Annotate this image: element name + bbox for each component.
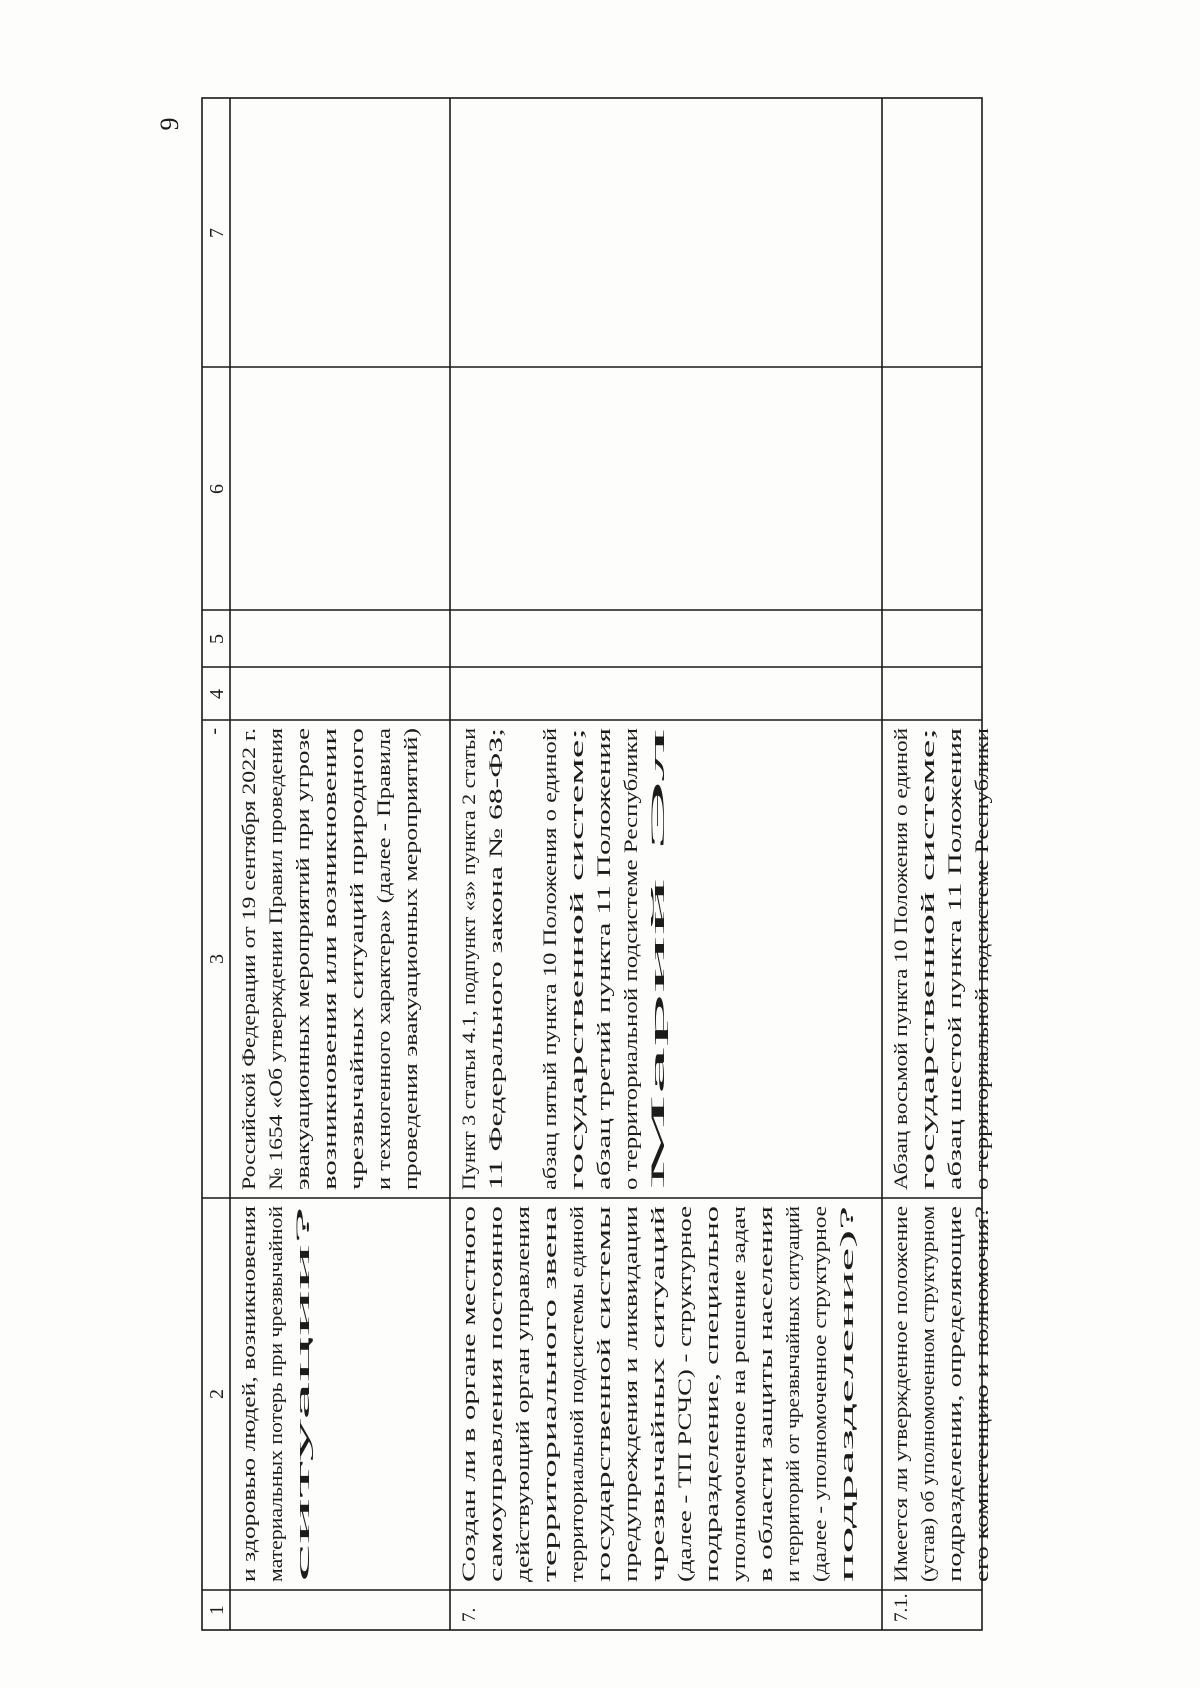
question-line: государственной системы [594,1373,615,1582]
question-line: подразделение, специально [702,1360,723,1582]
question-line: уполномоченное на решение задач [729,1301,750,1582]
basis-line: Российской Федерации от 19 сентября 2022 г. [239,821,260,1190]
question-line: Имеется ли утвержденное положение [891,1277,912,1582]
row-number: 7. [459,1607,480,1622]
question-line: Создан ли в органе местного [459,1348,480,1582]
row-number: 7.1. [891,1593,912,1622]
basis-line: Абзац восьмой пункта 10 Положения о единой [891,811,912,1190]
column-header-1: 1 [206,1605,228,1615]
question-line: и территорий от чрезвычайных ситуаций [783,1249,804,1582]
question-line: (далее - уполномоченное структурное [810,1275,831,1582]
question-line: (далее - ТП РСЧС) - структурное [675,1314,696,1582]
question-line: в области защиты населения [756,1350,777,1582]
basis-line: абзац шестой пункта 11 Положения [945,901,966,1190]
column-header-6: 6 [206,484,228,494]
basis-line: абзац третий пункта 11 Положения [594,905,615,1190]
table-border [202,98,982,1630]
question-line: подразделение)? [837,1448,858,1582]
column-header-2: 2 [206,1389,228,1399]
basis-line: Пункт 3 статьи 4.1, подпункт «з» пункта 2 статьи [459,791,480,1190]
table-body [239,725,993,1622]
question-line: и здоровью людей, возникновения [239,1303,260,1582]
column-header-3: 3 [206,954,228,964]
column-header-7: 7 [206,228,228,238]
column-header-mark: - [203,728,225,735]
table-row [459,725,858,1622]
page-number: 9 [154,117,184,131]
table-grid [202,98,982,1630]
basis-line: проведения эвакуационных мероприятий) [401,849,422,1190]
rotated-table [202,98,993,1630]
question-line: ситуации? [293,1498,314,1582]
table-row [891,728,993,1622]
basis-line: государственной системе; [918,980,939,1190]
basis-line: эвакуационных мероприятий при угрозе [293,862,314,1190]
basis-line: чрезвычайных ситуаций природного [347,893,368,1190]
question-line: действующий орган управления [513,1321,534,1582]
basis-line: 11 Федерального закона № 68-ФЗ; [486,913,507,1190]
column-header-5: 5 [206,634,228,644]
basis-line: возникновения или возникновении [320,906,341,1190]
basis-line: Марий Эл [648,1108,669,1190]
question-line: чрезвычайных ситуаций [648,1384,669,1582]
question-line: предупреждения и ликвидации [621,1330,642,1582]
question-line: территориального звена [540,1387,561,1582]
basis-line: и техногенного характера» (далее - Правила [374,833,395,1190]
header-row [203,228,228,1615]
basis-line: о территориальной подсистеме Республики [972,838,993,1190]
question-line: его компетенцию и полномочия? [972,1316,993,1582]
table-row [239,727,422,1582]
basis-line: № 1654 «Об утверждении Правил проведения [266,817,287,1190]
question-line: самоуправления постоянно [486,1361,507,1582]
question-line: территориальной подсистемы единой [567,1277,588,1582]
question-line: (устав) об уполномоченном структурном [918,1250,939,1582]
column-header-4: 4 [206,689,228,699]
basis-line: о территориальной подсистеме Республики [621,838,642,1190]
question-line: материальных потерь при чрезвычайной [266,1253,287,1582]
question-line: подразделении, определяющие [945,1331,966,1582]
basis-line: государственной системе; [567,980,588,1190]
basis-line: абзац пятый пункта 10 Положения о единой [540,833,561,1190]
